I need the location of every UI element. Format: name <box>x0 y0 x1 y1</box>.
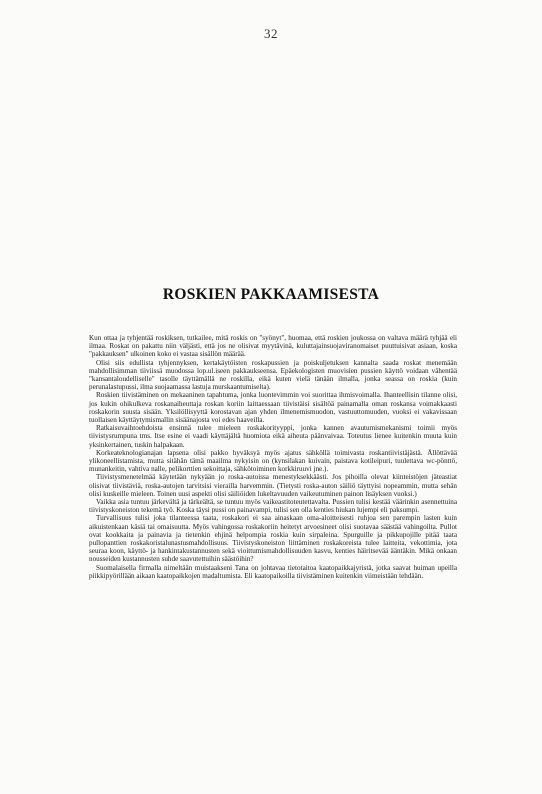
paragraph: Vaikka asia tuntuu järkevältä ja tärkeältä, se tuntuu myös vaikeastitoteutettavalta. Pussien tulisi kestää väärinkin asennettuina tiivistyskoneiston tekemä työ. Koska täysi pussi on painavampi, tulisi sen olla kenties hiukan lujempi eli paksumpi. <box>89 498 457 515</box>
page-number: 32 <box>264 26 278 41</box>
paragraph: Roskien tiivistäminen on mekaaninen tapahtuma, jonka luontevimmin voi suorittaa ihmisvoimalla. Ihanteellisin tilanne olisi, jos kukin ohikulkeva roskanaiheuttaja roskan koriin laittaessaan tiivistäisi sisältöä painamalla oman roskansa voimakkaasti roskakorin suusta sisään. Yksilöllisyyttä korostavan ajan yhden ilmenemismuodon, vastuuttomuuden, vuoksi ei vakavissaan tuollaisen käyttäytymismallin sisäänajosta voi edes haaveilla. <box>89 391 457 425</box>
paragraph: Kun ottaa ja tyhjentää roskiksen, tutkailee, mitä roskis on "syönyt", huomaa, että roskien joukossa on valtava määrä tyhjää eli ilmaa. Roskat on pakattu niin väljästi, että jos ne olisivat myytävinä, kuluttajainsuojaviranomaiset puuttuisivat asiaan, koska "pakkauksen" ulkoinen koko ei vastaa sisällön määrää. <box>89 334 457 359</box>
paragraph: Korkeateknologianajan lapsena olisi pakko hyväksyä myös ajatus sähköllä toimivasta roskantiivistäjästä. Ällöttävää ylikoneellistamista, mutta sitähän tämä maailma nykyisin on (kynsilakan kuivain, paistava kotileipuri, tuulettava wc-pönttö, munankeitin, vahtiva nalle, pelikorttien sekoittaja, sähkötoiminen korkkiruuvi jne.). <box>89 448 457 474</box>
article-body <box>89 334 457 580</box>
paragraph: Suomalaisella firmalla nimeltään muistaakseni Tana on johtavaa tietotaitoa kaatopaikkajyristä, jotka saavat huiman upeilla piikkipyörillään aikaan kaatopaikkojen madaltumista. Eli kaatopaikoilla tiivistäminen kuitenkin viimeistään tehdään. <box>89 563 457 580</box>
paragraph: Olisi siis edullista tyhjennyksen, kertakäytöisten roskapussien ja poiskuljetuksen kannalta saada roskat menemään mahdollisimman tiiviissä muodossa lop.ul.iseen pakkaukseensa. Epäekologisten muovisien pussien käyttö voidaan vähentää "kansantaloudelliselle" tasolle täyttämällä ne roskilla, eikä kuten vielä tänään ilmalla, jonka seassa on roskia (kuin perunalastupussi, ilma suojaamassa lastuja murskaantumiselta). <box>89 358 457 392</box>
paragraph: Ratkaisuvaihtoehdoista ensinnä tulee mieleen roskakorityyppi, jonka kannen avautumismekanismi toimii myös tiivistysrumpuna tms. Itse esine ei vaadi käyttäjältä huomiota eikä aiheuta päänvaivaa. Toteutus lienee kuitenkin muuta kuin yksinkertainen, tuskin halpakaan. <box>89 424 457 449</box>
paragraph: Turvallisuus tulisi joka tilanteessa taata, roskakori ei saa ainaskaan oma-aloitteisesti ruhjoa sen parempin lasten kuin aikuistenkaan käsiä tai omaisuutta. Myös vahingossa roskakoriin heitetyt arvoesineet olisi suotavaa säästää vahingoilta. Pullot ovat kookkaita ja painavia ja tietenkin ehjinä helpompia roskia kuin sirpaleina. Spurguille ja pikkupojille pitää taata pullopanttien roskakoristalunastusmahdollisuus. Tiivistyskoneiston liittäminen roskakoreista tulee laitteita, vekottimia, jota seuraa koon, käyttö- ja hankintakustannusten sekä vioittumismahdollisuuden kasvu, kenties häiritsevää ääntäkin. Mikä onkaan nousseiden kustannusten suhde saavutettuihin säästöihin? <box>89 514 457 564</box>
paragraph: Tiivistysmenetelmää käytetään nykyään jo roska-autoissa menestyksekkäästi. Jos pihoilla olevat kiinteistöjen jäteastiat olisivat tiivistäviä, roska-autojen tarvitsisi vierailla harvemmin. (Tietysti roska-auton säiliö täyttyisi nopeammin, mutta sehän olisi kuskeille mieleen. Toinen uusi aspekti olisi säiliöiden lukeltavuuden vaikeutuminen painon lisäyksen vuoksi.) <box>89 473 457 498</box>
article-title: ROSKIEN PAKKAAMISESTA <box>162 286 380 303</box>
